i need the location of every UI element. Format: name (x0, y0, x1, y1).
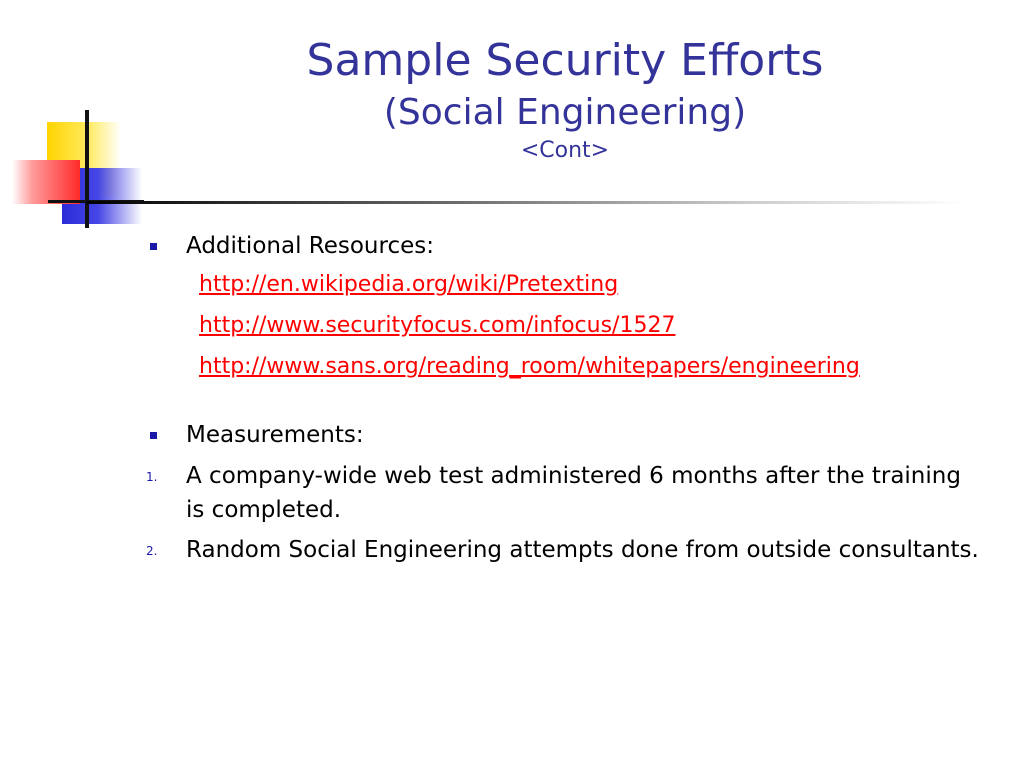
list-item (146, 459, 986, 527)
resources-label: Additional Resources: (186, 233, 434, 259)
bullet-measurements (146, 417, 986, 453)
continuation-label: <Cont> (520, 138, 610, 163)
spacer (146, 387, 986, 417)
resource-links (146, 264, 986, 387)
square-bullet-icon (150, 432, 157, 439)
square-bullet-icon (150, 243, 157, 250)
link-sans-whitepapers[interactable]: http://www.sans.org/reading_room/whitepapers/engineering (199, 354, 860, 379)
slide-content (146, 228, 986, 567)
list-number: 1. (146, 470, 158, 484)
list-number: 2. (146, 544, 158, 558)
title-divider (86, 201, 966, 204)
list-item-text: Random Social Engineering attempts done from outside consultants. (186, 537, 979, 563)
list-item-text: A company-wide web test administered 6 months after the training is completed. (186, 463, 961, 523)
measurements-label: Measurements: (186, 422, 364, 448)
logo-squares-icon (0, 0, 150, 240)
title-block (200, 32, 930, 166)
slide-subtitle: (Social Engineering) (383, 92, 747, 133)
slide-title: Sample Security Efforts (306, 35, 824, 86)
list-item (146, 533, 986, 567)
logo-red-square (12, 160, 80, 204)
link-securityfocus[interactable]: http://www.securityfocus.com/infocus/1527 (199, 313, 676, 338)
logo-vertical-line (85, 110, 89, 228)
link-wikipedia-pretexting[interactable]: http://en.wikipedia.org/wiki/Pretexting (199, 272, 619, 297)
bullet-resources (146, 228, 986, 264)
